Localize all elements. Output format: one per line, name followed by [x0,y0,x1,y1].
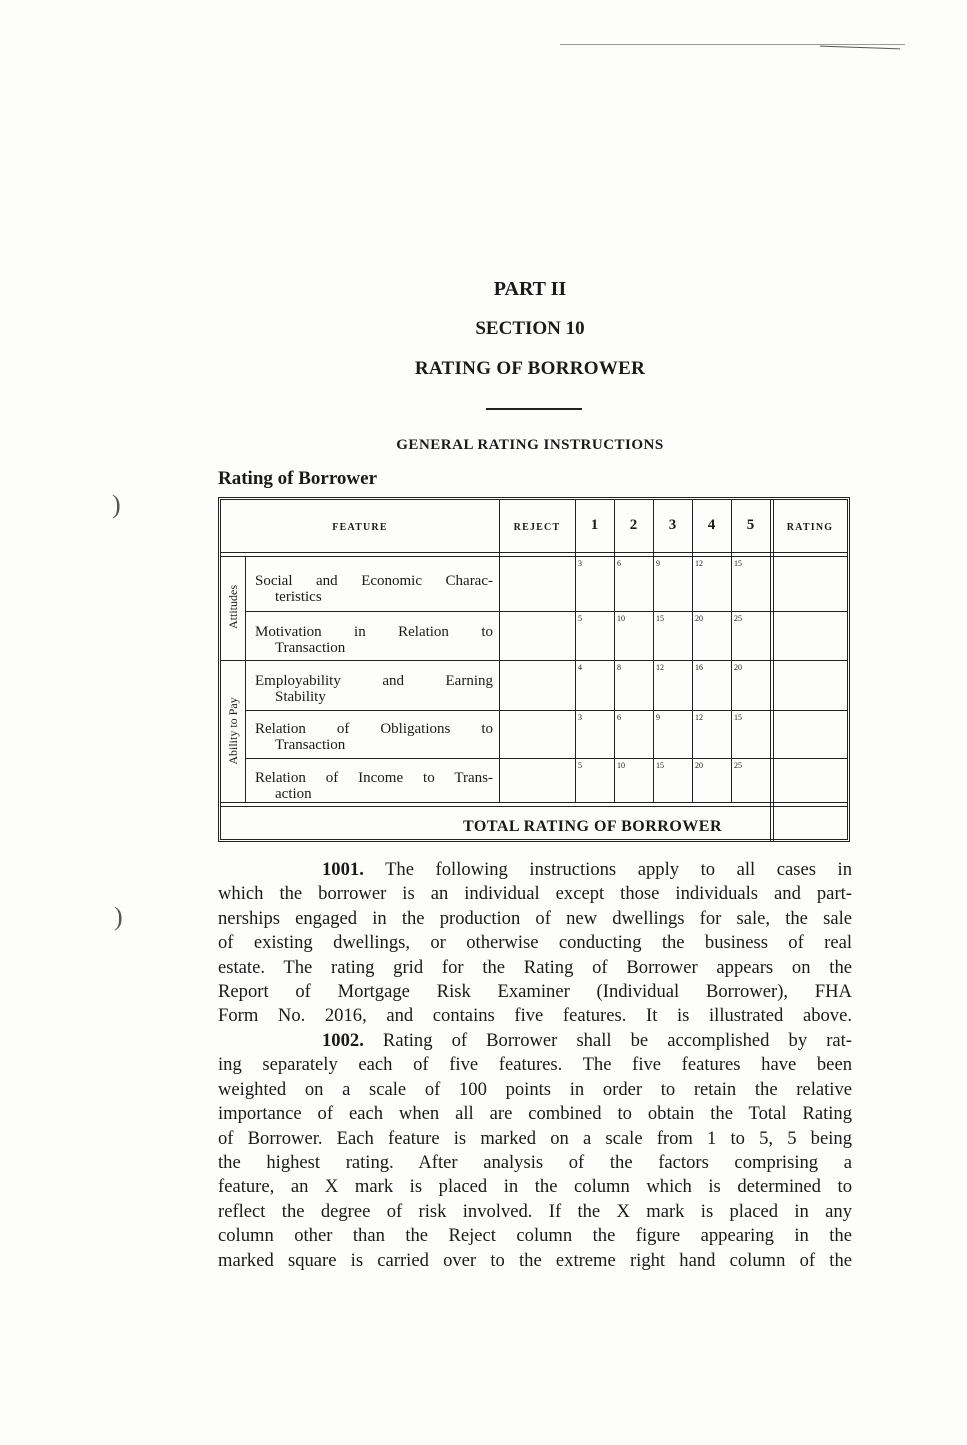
cell-point-value: 20 [734,663,742,672]
scan-edge-line [560,44,905,45]
group-label-ability-to-pay: Ability to Pay [226,697,240,765]
score-column-header: 1 [590,517,599,533]
paragraph-1001 [218,858,852,1029]
paragraph-line: Form No. 2016, and contains five features. It is illustrated above. [218,1005,852,1027]
score-column-header: 2 [629,517,638,533]
cell-point-value: 5 [578,761,582,770]
cell-point-value: 8 [617,663,621,672]
score-column-header: 4 [707,517,716,533]
group-label-attitudes: Attitudes [226,585,240,629]
paragraph-line: column other than the Reject column the figure appearing in the [218,1225,852,1247]
cell-point-value: 25 [734,614,742,623]
cell-point-value: 10 [617,614,625,623]
rating-grid [218,497,850,842]
cell-point-value: 5 [578,614,582,623]
reject-column-header: REJECT [513,522,561,533]
feature-row-label: Social and Economic Charac- teristics [255,573,493,605]
paragraph-line: reflect the degree of risk involved. If the X mark is placed in any [218,1200,852,1222]
cell-point-value: 25 [734,761,742,770]
paragraph-line: ing separately each of five features. The five features have been [218,1054,852,1076]
general-instructions-heading: GENERAL RATING INSTRUCTIONS [396,437,664,453]
cell-point-value: 10 [617,761,625,770]
paragraph-1002 [218,1029,852,1273]
paragraph-line: which the borrower is an individual except those individuals and part- [218,883,852,905]
cell-point-value: 9 [656,559,660,568]
score-column-header: 3 [668,517,677,533]
scan-edge-line [820,46,900,50]
feature-row-label: Motivation in Relation to Transaction [255,624,493,656]
feature-row-label: Employability and Earning Stability [255,673,493,705]
part-heading: PART II [493,278,567,300]
cell-point-value: 4 [578,663,582,672]
divider [486,408,582,410]
score-column-header: 5 [746,517,755,533]
paragraph-number: 1002. [322,1030,364,1051]
cell-point-value: 15 [734,713,742,722]
paragraph-line: Report of Mortgage Risk Examiner (Individual Borrower), FHA [218,981,852,1003]
paragraph-line: importance of each when all are combined to obtain the Total Rating [218,1103,852,1125]
cell-point-value: 3 [578,713,582,722]
total-rating-label: TOTAL RATING OF BORROWER [463,818,722,835]
cell-point-value: 12 [695,713,703,722]
paragraph-line: nerships engaged in the production of new dwellings for sale, the sale [218,907,852,929]
paragraph-line: of existing dwellings, or otherwise conducting the business of real [218,932,852,954]
cell-point-value: 12 [695,559,703,568]
margin-mark: ) [112,490,121,519]
cell-point-value: 12 [656,663,664,672]
cell-point-value: 9 [656,713,660,722]
cell-point-value: 20 [695,614,703,623]
paragraph-line: 1001. The following instructions apply to all cases in [322,859,853,880]
margin-mark: ) [114,902,123,931]
cell-point-value: 15 [656,761,664,770]
paragraph-line: weighted on a scale of 100 points in order to retain the relative [218,1078,852,1100]
paragraph-line: marked square is carried over to the extreme right hand column of the [218,1249,852,1271]
cell-point-value: 15 [734,559,742,568]
paragraph-line: estate. The rating grid for the Rating of Borrower appears on the [218,956,852,978]
cell-point-value: 16 [695,663,703,672]
rating-column-header: RATING [786,522,834,533]
paragraph-line: the highest rating. After analysis of the factors comprising a [218,1152,852,1174]
page-title: RATING OF BORROWER [414,358,646,379]
cell-point-value: 15 [656,614,664,623]
section-heading: SECTION 10 [475,318,585,339]
feature-column-header: FEATURE [332,522,388,533]
paragraph-line: feature, an X mark is placed in the column which is determined to [218,1176,852,1198]
paragraph-line: 1002. Rating of Borrower shall be accomplished by rat- [322,1030,853,1051]
paragraph-number: 1001. [322,859,364,880]
cell-point-value: 6 [617,713,621,722]
cell-point-value: 20 [695,761,703,770]
grid-caption: Rating of Borrower [218,468,378,489]
cell-point-value: 6 [617,559,621,568]
feature-row-label: Relation of Income to Trans- action [255,770,493,802]
paragraph-line: of Borrower. Each feature is marked on a scale from 1 to 5, 5 being [218,1127,852,1149]
feature-row-label: Relation of Obligations to Transaction [255,721,493,753]
cell-point-value: 3 [578,559,582,568]
